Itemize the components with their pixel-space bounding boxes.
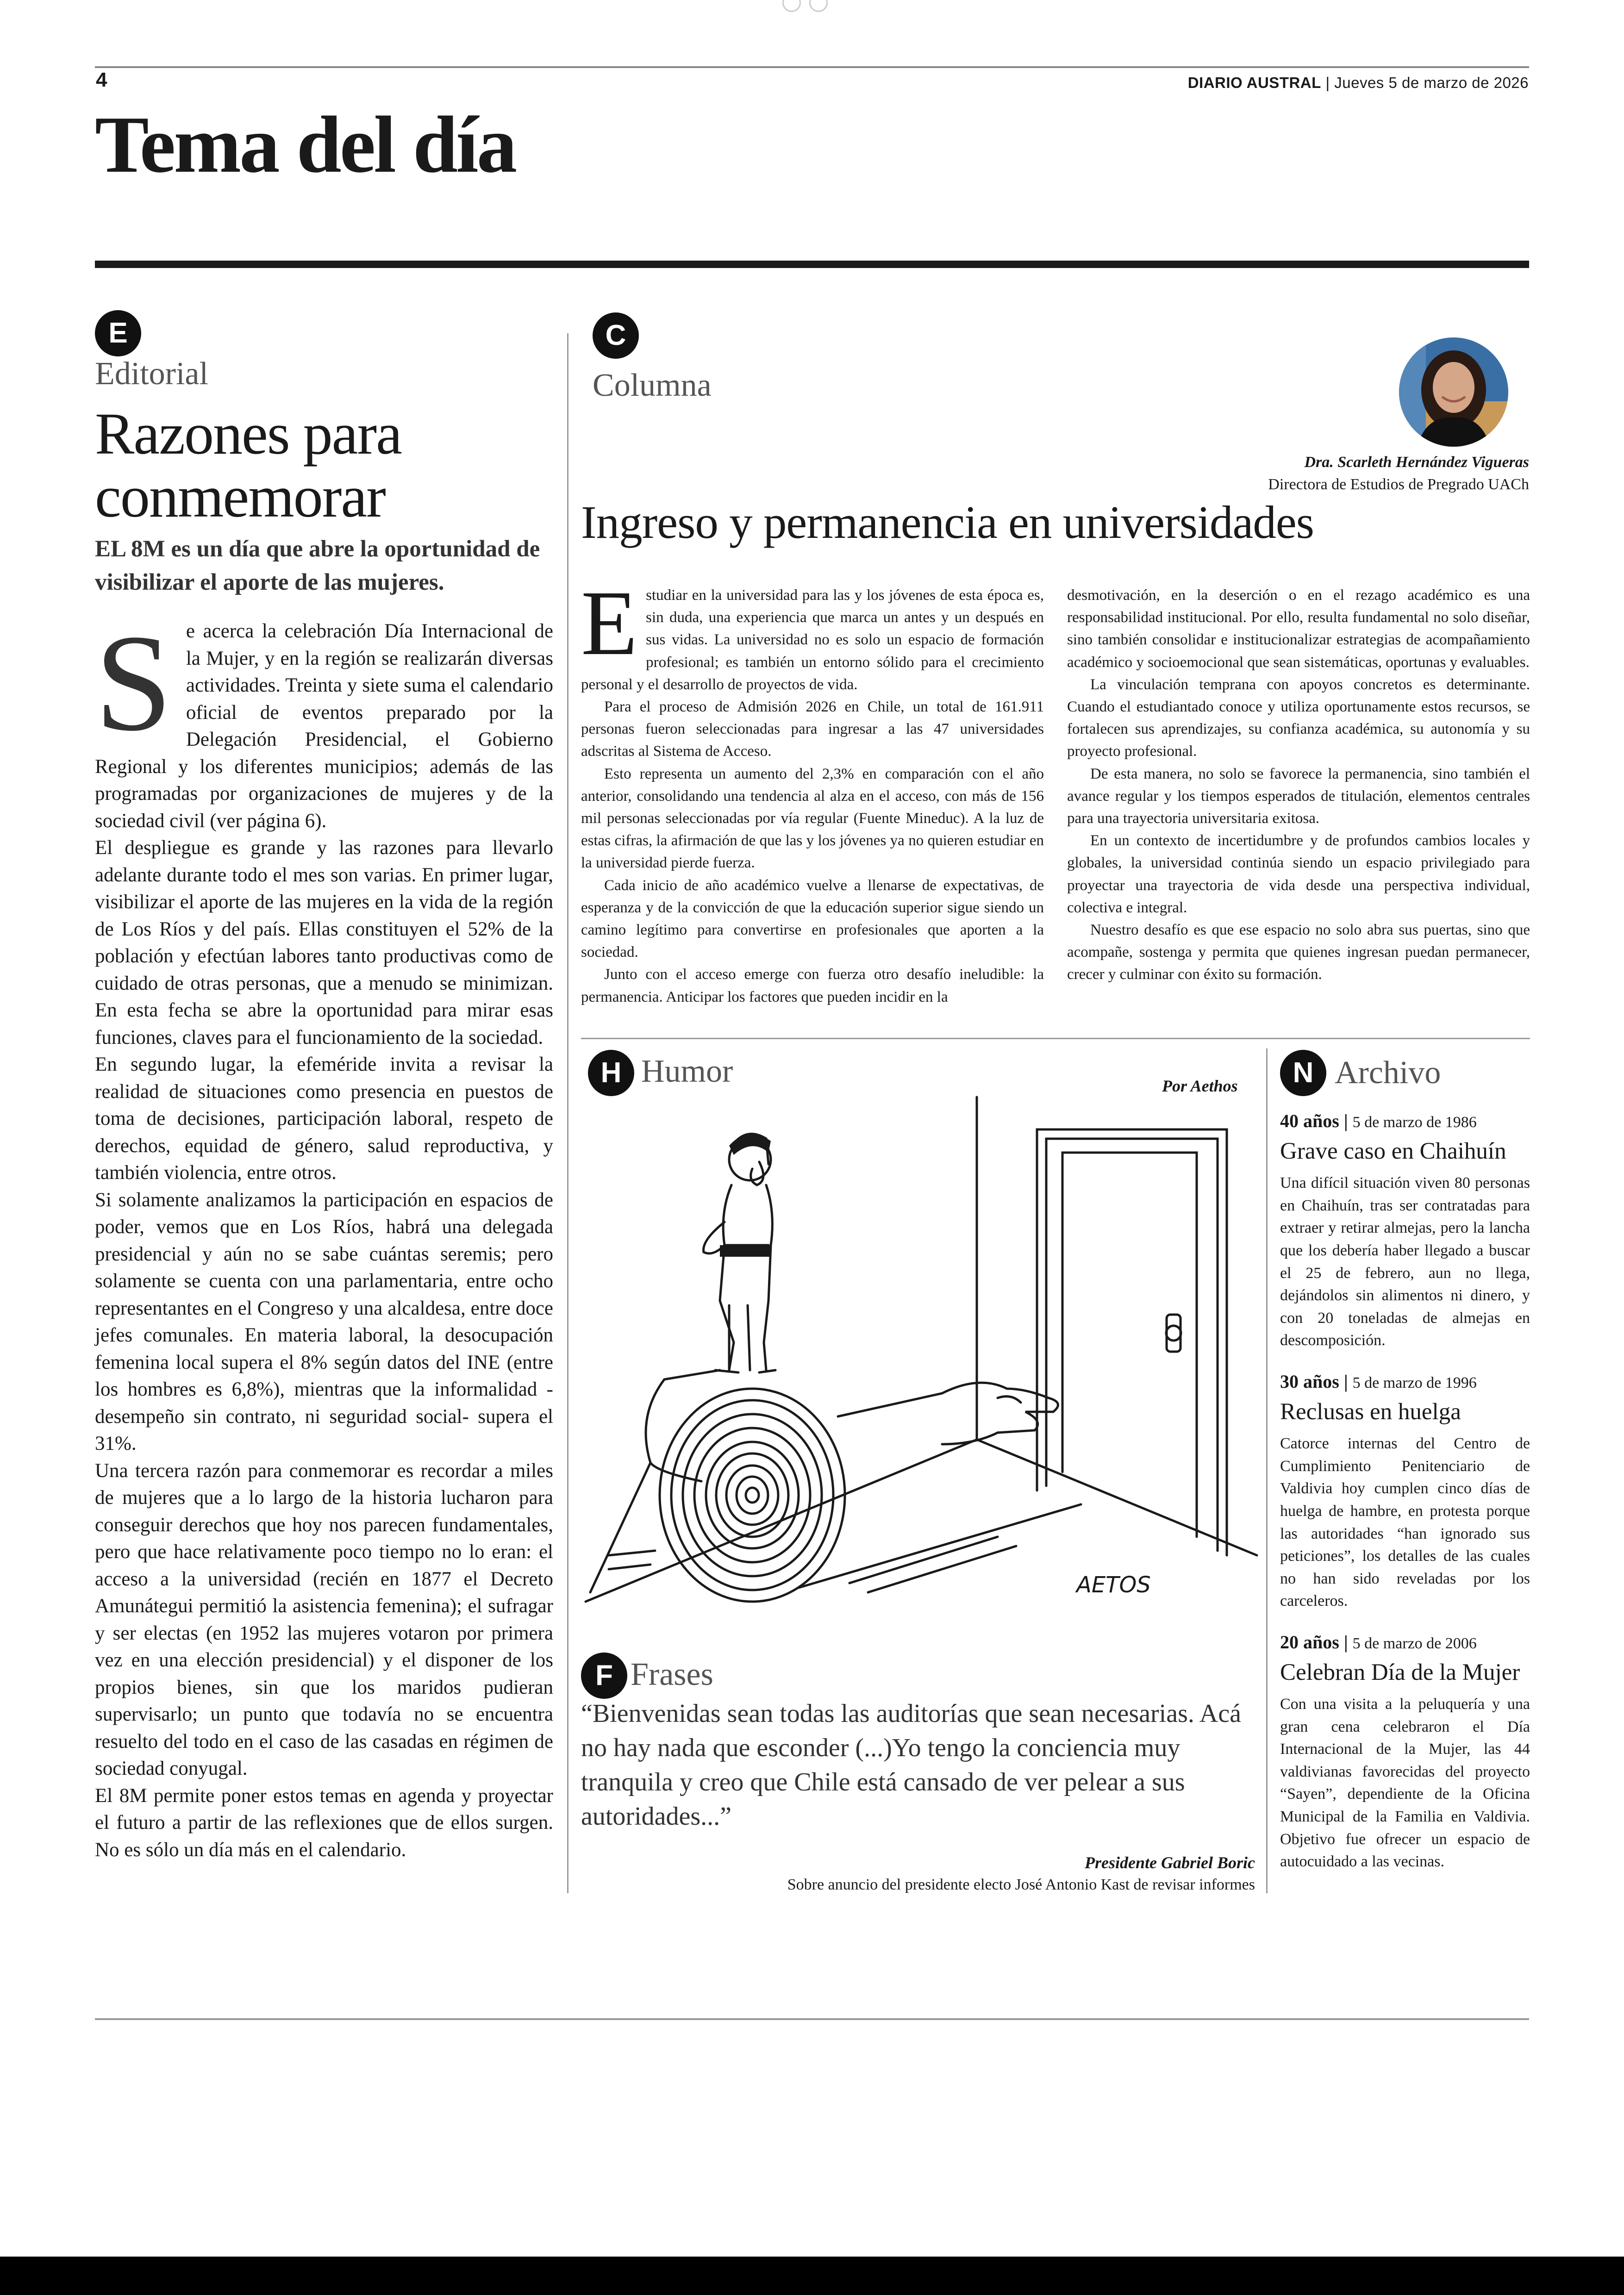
paper-name: DIARIO AUSTRAL <box>1187 74 1321 91</box>
archivo-item-years: 40 años | 5 de marzo de 1986 <box>1280 1110 1477 1131</box>
archivo-item-text: Una difícil situación viven 80 personas en Chaihuín, tras ser contratadas para extraer y retirar almejas, pero la lancha que los debería haber llegado a buscar el 25 de febrero, aun no llega, dejándolos sin alimentos ni dinero, y con 20 toneladas de almejas en descomposición. <box>1280 1174 1530 1349</box>
archivo-item <box>1280 1371 1530 1613</box>
columna-label: Columna <box>593 368 712 403</box>
section-title: Tema del día <box>95 100 516 189</box>
archivo-section <box>1280 1050 1530 1873</box>
archivo-item-headline: Reclusas en huelga <box>1280 1398 1461 1425</box>
columna-paragraph: De esta manera, no solo se favorece la permanencia, sino también el avance regular y los tiempos esperados de titulación, elementos centrales para una trayectoria universitaria exitosa. <box>1067 765 1530 827</box>
frases-badge: F <box>581 1653 627 1699</box>
columna-paragraph: En un contexto de incertidumbre y de profundos cambios locales y globales, la universidad continúa siendo un espacio privilegiado para proyectar una trayectoria de vida desde una perspectiva individual, colectiva e integral. <box>1067 832 1530 916</box>
columna-dropcap: E <box>581 572 638 674</box>
columna-paragraph: Para el proceso de Admisión 2026 en Chile, un total de 161.911 personas fueron seleccionadas para ingresar a las 47 universidades adscritas al Sistema de Acceso. <box>581 698 1044 760</box>
bottom-black-bar <box>0 2257 1624 2295</box>
title-rule <box>95 261 1529 268</box>
bottom-rule <box>95 2018 1529 2020</box>
humor-byline: Por Aethos <box>1162 1077 1238 1095</box>
masthead-date: Jueves 5 de marzo de 2026 <box>1334 74 1529 91</box>
columna-paragraph: studiar en la universidad para las y los jóvenes de esta época es, sin duda, una experiencia que marca un antes y un después en sus vidas. La universidad no es solo un espacio de formación profesional; es también un entorno sólido para el crecimiento personal y el desarrollo de proyectos de vida. <box>581 587 1044 693</box>
archivo-item <box>1280 1631 1530 1873</box>
archivo-divider <box>1266 1048 1268 1893</box>
editorial-paragraph: Una tercera razón para conmemorar es recordar a miles de mujeres que a lo largo de la historia lucharon para conseguir derechos que hoy nos parecen fundamentales, pero que hace relativamente poco tiempo no lo eran: el acceso a la universidad (recién en 1877 el Decreto Amunátegui permitió la asistencia femenina); el sufragar y ser electas (en 1952 las mujeres votaron por primera vez en una elección presidencial) y el disponer de los propios bienes, sin que los maridos pudieran supervisarlo; un punto que todavía no se encuentra resuelto del todo en el caso de las casadas en régimen de sociedad conyugal. <box>95 1459 553 1779</box>
editorial-paragraph: El despliegue es grande y las razones para llevarlo adelante durante todo el mes son varias. En primer lugar, visibilizar el aporte de las mujeres en la vida de la región de Los Ríos y del país. Ellas constituyen el 52% de la población y efectúan labores tanto productivas como de cuidado de otras personas, que a menudo se minimizan. En esta fecha se abre la oportunidad para mirar esas funciones, claves para el funcionamiento de la sociedad. <box>95 837 553 1048</box>
editorial-paragraph: e acerca la celebración Día Internacional de la Mujer, y en la región se realizarán diversas actividades. Treinta y siete suma el calendario oficial de eventos preparado por la Delegación Presidencial, el Gobierno Regional y los diferentes municipios; además de las programadas por organizaciones de mujeres y de la sociedad civil (ver página 6). <box>95 620 553 832</box>
archivo-item-headline: Celebran Día de la Mujer <box>1280 1659 1520 1685</box>
editorial-dropcap: S <box>95 606 172 760</box>
page-number: 4 <box>96 69 107 91</box>
editorial-headline: Razones para conmemorar <box>95 401 401 530</box>
archivo-item-years: 20 años | 5 de marzo de 2006 <box>1280 1631 1477 1653</box>
top-dots-decoration <box>782 0 843 14</box>
columna-paragraph: desmotivación, en la deserción o en el rezago académico es una responsabilidad institucional. Por ello, resulta fundamental no solo diseñar, sino también consolidar e institucionalizar estrategias de acompañamiento académico y socioemocional que sean sistemáticas, oportunas y evaluables. <box>1067 587 1530 671</box>
editorial-paragraph: Si solamente analizamos la participación en espacios de poder, vemos que en Los Ríos, habrá una delegada presidencial y aún no se sabe cuántas seremis; pero solamente se cuenta con una parlamentaria, entre ocho representantes en el Congreso y una alcaldesa, entre doce jefes comunales. En materia laboral, la desocupación femenina local supera el 8% según datos del INE (entre los hombres es 6,8%), mientras que la informalidad -desempeño sin contrato, ni seguridad social- supera el 31%. <box>95 1189 553 1454</box>
editorial-paragraph: El 8M permite poner estos temas en agenda y proyectar el futuro a partir de las reflexiones que de ellos surgen. No es sólo un día más en el calendario. <box>95 1784 553 1861</box>
humor-cartoon <box>581 1092 1262 1634</box>
columna-left-column <box>581 572 1044 1008</box>
frases-attribution: Presidente Gabriel Boric <box>1085 1853 1255 1872</box>
columna-headline: Ingreso y permanencia en universidades <box>581 496 1314 548</box>
columna-right-column <box>1067 584 1530 986</box>
masthead <box>1188 74 1529 92</box>
editorial-subhead: EL 8M es un día que abre la oportunidad de visibilizar el aporte de las mujeres. <box>95 536 540 596</box>
archivo-badge: N <box>1280 1050 1326 1096</box>
archivo-item-text: Con una visita a la peluquería y una gran cena celebraron el Día Internacional de la Mujer, las 44 valdivianas favorecidas del proyecto “Sayen”, dependiente de la Oficina Municipal de la Familia en Valdivia. Objetivo fue ofrecer un espacio de autocuidado a las vecinas. <box>1280 1696 1530 1871</box>
archivo-item-years: 30 años | 5 de marzo de 1996 <box>1280 1371 1477 1392</box>
columna-paragraph: Cada inicio de año académico vuelve a llenarse de expectativas, de esperanza y de la convicción de que la educación superior sigue siendo un camino legítimo para convertirse en profesionales que aporten a la sociedad. <box>581 877 1044 961</box>
archivo-item-headline: Grave caso en Chaihuín <box>1280 1138 1506 1164</box>
columna-author <box>1268 451 1529 496</box>
frases-label: Frases <box>631 1657 713 1692</box>
editorial-badge: E <box>95 310 141 356</box>
column-divider <box>567 333 568 1893</box>
top-rule <box>95 66 1529 68</box>
editorial-body <box>95 606 553 1864</box>
editorial-label: Editorial <box>95 356 208 392</box>
humor-badge: H <box>588 1050 634 1096</box>
masthead-separator: | <box>1325 74 1330 91</box>
author-portrait <box>1398 337 1509 448</box>
editorial-paragraph: En segundo lugar, la efeméride invita a revisar la realidad de situaciones como presencia en puestos de toma de decisiones, participación laboral, respeto de derechos, equidad de género, salud reproductiva, y también violencia, entre otros. <box>95 1054 553 1184</box>
columna-paragraph: Nuestro desafío es que ese espacio no solo abra sus puertas, sino que acompañe, sostenga y permita que quienes ingresan puedan permanecer, crecer y culminar con éxito su formación. <box>1067 922 1530 983</box>
frases-context: Sobre anuncio del presidente electo José Antonio Kast de revisar informes <box>787 1876 1255 1893</box>
columna-badge: C <box>593 312 639 359</box>
archivo-item-text: Catorce internas del Centro de Cumplimiento Penitenciario de Valdivia hoy cumplen cinco días de huelga de hambre, en protesta porque las autoridades “han ignorado sus peticiones”, los detalles de las cuales no han sido reveladas por los carceleros. <box>1280 1435 1530 1610</box>
humor-top-rule <box>581 1038 1530 1039</box>
columna-paragraph: Esto representa un aumento del 2,3% en comparación con el año anterior, consolidando una tendencia al alza en el acceso, con más de 156 mil personas seleccionadas por vía regular (Fuente Mineduc). A la luz de estas cifras, la afirmación de que las y los jóvenes ya no quieren estudiar en la universidad pierde fuerza. <box>581 765 1044 872</box>
columna-paragraph: La vinculación temprana con apoyos concretos es determinante. Cuando el estudiantado conoce y utiliza oportunamente estos recursos, se fortalecen sus aprendizajes, su confianza académica, su autonomía y su proyecto profesional. <box>1067 676 1530 760</box>
author-role: Directora de Estudios de Pregrado UACh <box>1268 476 1529 493</box>
archivo-label: Archivo <box>1335 1055 1441 1091</box>
frases-quote: “Bienvenidas sean todas las auditorías que sean necesarias. Acá no hay nada que esconder (...)Yo tengo la conciencia muy tranquila y creo que Chile está cansado de ver pelear a sus autoridades...” <box>581 1699 1241 1831</box>
cartoon-signature: AETOS <box>1076 1572 1151 1598</box>
author-name: Dra. Scarleth Hernández Vigueras <box>1304 454 1529 471</box>
columna-paragraph: Junto con el acceso emerge con fuerza otro desafío ineludible: la permanencia. Anticipar los factores que pueden incidir en la <box>581 966 1044 1005</box>
humor-label: Humor <box>641 1054 733 1089</box>
archivo-item <box>1280 1110 1530 1352</box>
